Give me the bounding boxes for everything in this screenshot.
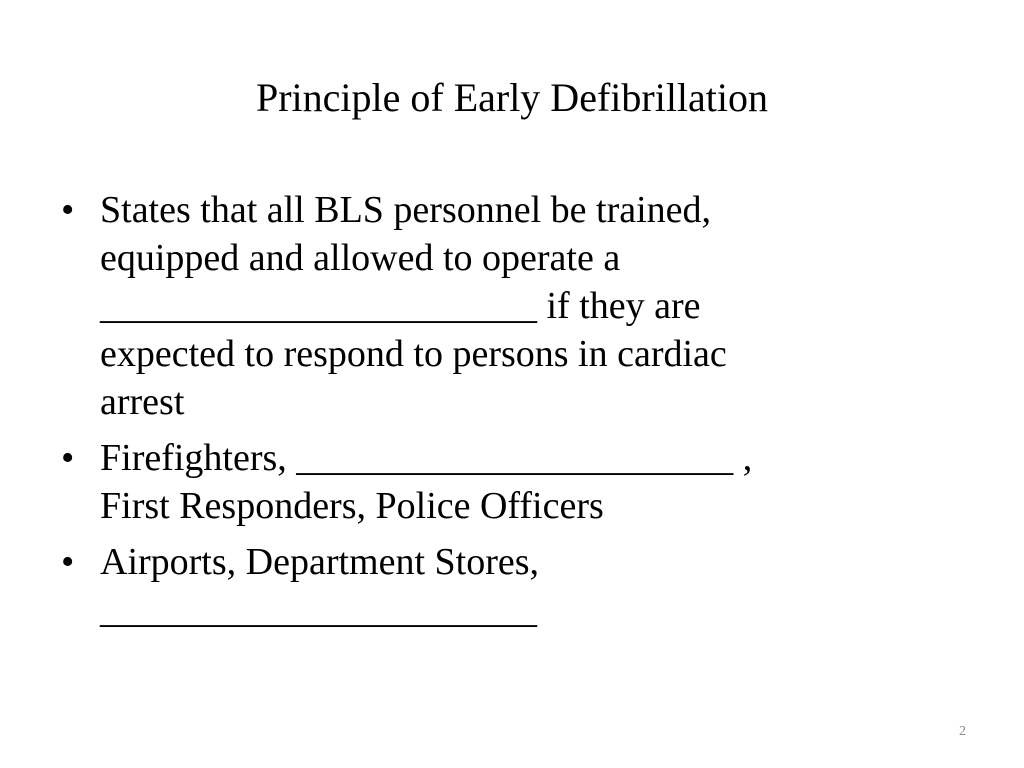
bullet-text-line: States that all BLS personnel be trained,: [100, 189, 712, 231]
bullet-dot-icon: •: [61, 189, 75, 231]
bullet-text-line: _______________________: [100, 589, 537, 631]
bullet-list: [56, 186, 936, 642]
bullet-text-line: equipped and allowed to operate a: [100, 237, 621, 279]
bullet-text-line: arrest: [100, 381, 185, 423]
bullet-text-line: _______________________ if they are: [100, 285, 701, 327]
bullet-text-line: expected to respond to persons in cardiac: [100, 333, 727, 375]
slide-title: Principle of Early Defibrillation: [255, 75, 769, 120]
bullet-text-line: Airports, Department Stores,: [100, 541, 540, 583]
bullet-text-line: Firefighters, _______________________ ,: [100, 437, 753, 479]
page-number: 2: [959, 724, 966, 739]
bullet-text-line: First Responders, Police Officers: [100, 485, 604, 527]
bullet-item-1: [56, 186, 936, 426]
bullet-item-3: [56, 538, 936, 634]
bullet-dot-icon: •: [61, 541, 75, 583]
bullet-item-2: [56, 434, 936, 530]
bullet-dot-icon: •: [61, 437, 75, 479]
